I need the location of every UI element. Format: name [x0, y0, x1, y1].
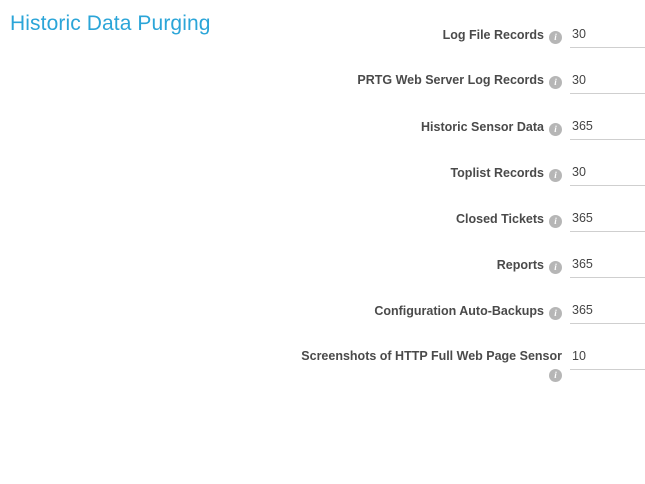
field-label-closed-tickets	[300, 208, 570, 228]
field-label-text: Toplist Records	[450, 166, 544, 180]
field-label-text: Historic Sensor Data	[421, 120, 544, 134]
field-label-reports	[300, 254, 570, 274]
info-icon[interactable]: i	[549, 76, 562, 89]
form-row-prtg-web-server-log-records	[300, 70, 645, 94]
field-label-prtg-web-server-log-records	[300, 70, 570, 89]
form-row-closed-tickets	[300, 208, 645, 232]
info-icon[interactable]: i	[549, 369, 562, 382]
field-label-screenshots-of-http-full-web-page-sensor	[300, 346, 570, 382]
field-label-text: Reports	[496, 258, 544, 272]
field-label-log-file-records	[300, 24, 570, 44]
purging-settings-form	[300, 24, 645, 404]
field-cell-prtg-web-server-log-records	[570, 70, 645, 94]
field-label-toplist-records	[300, 162, 570, 182]
field-label-text: Configuration Auto-Backups	[374, 304, 544, 318]
field-label-text: Log File Records	[442, 28, 544, 42]
input-configuration-auto-backups[interactable]	[570, 300, 645, 324]
form-row-reports	[300, 254, 645, 278]
page-title: Historic Data Purging	[10, 12, 211, 35]
input-prtg-web-server-log-records[interactable]	[570, 70, 645, 94]
field-label-historic-sensor-data	[300, 116, 570, 136]
input-screenshots-of-http-full-web-page-sensor[interactable]	[570, 346, 645, 370]
form-row-log-file-records	[300, 24, 645, 48]
field-label-configuration-auto-backups	[300, 300, 570, 320]
field-label-text: Closed Tickets	[455, 212, 544, 226]
input-log-file-records[interactable]	[570, 24, 645, 48]
info-icon[interactable]: i	[549, 215, 562, 228]
field-label-text: Screenshots of HTTP Full Web Page Sensor	[301, 349, 562, 363]
field-cell-screenshots-of-http-full-web-page-sensor	[570, 346, 645, 370]
form-row-screenshots-of-http-full-web-page-sensor	[300, 346, 645, 382]
field-cell-log-file-records	[570, 24, 645, 48]
input-historic-sensor-data[interactable]	[570, 116, 645, 140]
form-row-historic-sensor-data	[300, 116, 645, 140]
form-row-toplist-records	[300, 162, 645, 186]
field-cell-reports	[570, 254, 645, 278]
input-reports[interactable]	[570, 254, 645, 278]
field-cell-closed-tickets	[570, 208, 645, 232]
form-row-configuration-auto-backups	[300, 300, 645, 324]
field-cell-toplist-records	[570, 162, 645, 186]
field-cell-historic-sensor-data	[570, 116, 645, 140]
field-cell-configuration-auto-backups	[570, 300, 645, 324]
info-icon[interactable]: i	[549, 261, 562, 274]
input-toplist-records[interactable]	[570, 162, 645, 186]
field-label-text: PRTG Web Server Log Records	[357, 73, 544, 87]
info-icon[interactable]: i	[549, 123, 562, 136]
input-closed-tickets[interactable]	[570, 208, 645, 232]
info-icon[interactable]: i	[549, 169, 562, 182]
info-icon[interactable]: i	[549, 31, 562, 44]
info-icon[interactable]: i	[549, 307, 562, 320]
